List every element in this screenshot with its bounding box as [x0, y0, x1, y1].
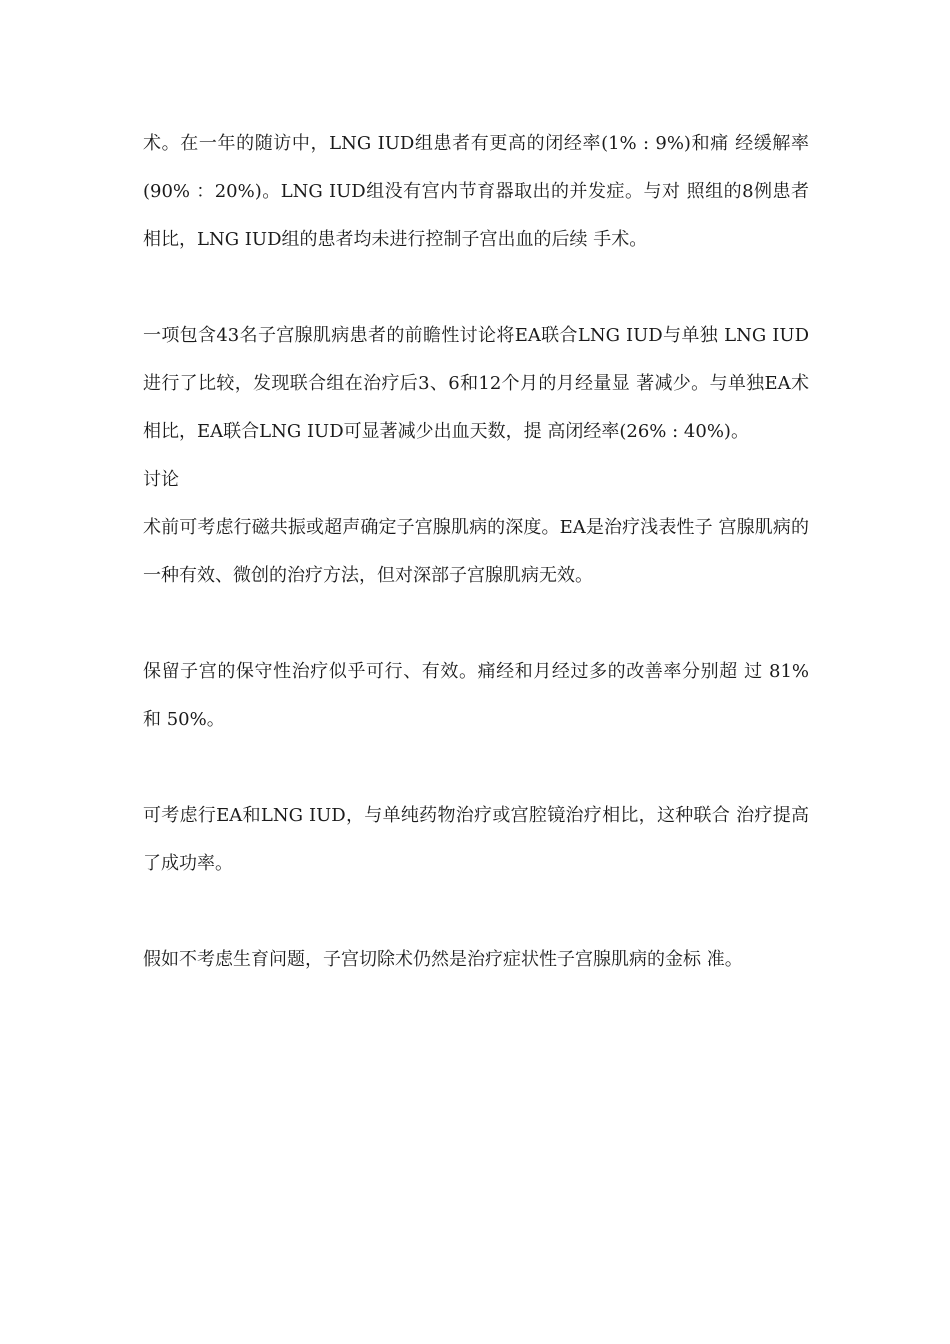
document-body [143, 120, 815, 984]
paragraph-followup-results: 术。在一年的随访中，LNG IUD组患者有更高的闭经率(1% : 9%)和痛 经缓解率(90% ：20%)。LNG IUD组没有宫内节育器取出的并发症。与对 照组的8例患者相比，LNG IUD组的患者均未进行控制子宫出血的后续 手术。 [143, 133, 809, 250]
paragraph-conservative-treatment: 保留子宫的保守性治疗似乎可行、有效。痛经和月经过多的改善率分别超 过 81% 和 50%。 [143, 661, 815, 730]
paragraph-combined-therapy: 可考虑行EA和LNG IUD，与单纯药物治疗或宫腔镜治疗相比，这种联合 治疗提高了成功率。 [143, 805, 809, 874]
paragraph-preoperative-imaging: 术前可考虑行磁共振或超声确定子宫腺肌病的深度。EA是治疗浅表性子 宫腺肌病的一种有效、微创的治疗方法，但对深部子宫腺肌病无效。 [143, 517, 809, 586]
section-heading-discussion: 讨论 [143, 469, 179, 490]
paragraph-hysterectomy: 假如不考虑生育问题，子宫切除术仍然是治疗症状性子宫腺肌病的金标 准。 [143, 949, 743, 970]
paragraph-prospective-study: 一项包含43名子宫腺肌病患者的前瞻性讨论将EA联合LNG IUD与单独 LNG IUD进行了比较，发现联合组在治疗后3、6和12个月的月经量显 著减少。与单独EA术相比，EA联合LNG IUD可显著减少出血天数，提 高闭经率(26% : 40%)。 [143, 325, 809, 442]
